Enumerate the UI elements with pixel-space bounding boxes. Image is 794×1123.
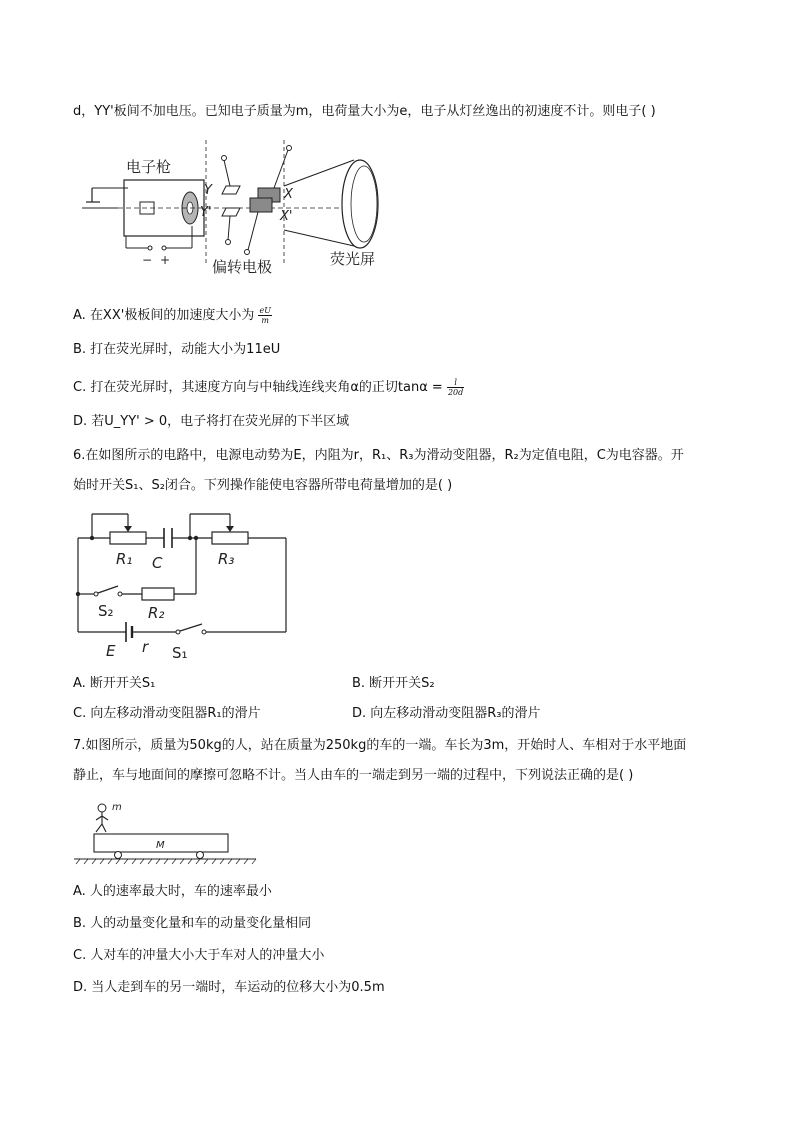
q5-option-c — [73, 378, 464, 397]
plus-label: + — [160, 253, 171, 267]
q5-option-a-denominator: m — [261, 316, 269, 325]
q6-option-d: D. 向左移动滑动变阻器R₃的滑片 — [352, 706, 541, 721]
q5-intro-line: d，YY'板间不加电压。已知电子质量为m，电荷量大小为e，电子从灯丝逸出的初速度不计。则电子( ) — [73, 104, 656, 119]
circuit-figure — [72, 506, 294, 660]
q7-option-b: B. 人的动量变化量和车的动量变化量相同 — [73, 916, 312, 931]
q5-option-c-text: C. 打在荧光屏时，其速度方向与中轴线连线夹角α的正切tanα = — [73, 380, 447, 395]
y-label: Y — [204, 183, 212, 198]
q5-option-c-denominator: 20d — [447, 388, 464, 397]
x-label: X — [284, 187, 293, 202]
gun-label: 电子枪 — [126, 158, 172, 176]
q5-option-d: D. 若U_YY' > 0，电子将打在荧光屏的下半区域 — [73, 414, 350, 429]
q5-option-c-fraction — [447, 378, 464, 397]
q6-option-a: A. 断开开关S₁ — [73, 676, 156, 691]
r1-label: R₁ — [116, 550, 133, 568]
cathode-ray-tube-figure — [78, 136, 398, 276]
y-prime-label: Y' — [200, 205, 212, 220]
q5-option-a — [73, 306, 272, 325]
x-prime-label: X' — [280, 209, 293, 224]
switch-s2 — [98, 586, 118, 593]
q6-option-b: B. 断开开关S₂ — [352, 676, 435, 691]
r1-resistor — [110, 532, 146, 544]
q5-option-a-text: A. 在XX'极板间的加速度大小为 — [73, 308, 255, 323]
switch-s1 — [180, 624, 202, 631]
q7-option-d: D. 当人走到车的另一端时，车运动的位移大小为0.5m — [73, 980, 385, 995]
person-head — [98, 804, 106, 812]
q7-stem-line2: 静止，车与地面间的摩擦可忽略不计。当人由车的一端走到另一端的过程中，下列说法正确的是( ) — [73, 768, 634, 783]
q5-option-b: B. 打在荧光屏时，动能大小为11eU — [73, 342, 281, 357]
q6-stem-line2: 始时开关S₁、S₂闭合。下列操作能使电容器所带电荷量增加的是( ) — [73, 478, 453, 493]
r3-resistor — [212, 532, 248, 544]
cart-mass-label: M — [156, 840, 165, 851]
minus-label: − — [142, 253, 153, 267]
r3-label: R₃ — [218, 550, 235, 568]
c-label: C — [152, 554, 163, 572]
person-cart-figure — [72, 798, 262, 868]
q5-option-c-numerator: l — [447, 378, 464, 388]
q5-option-a-numerator: eU — [259, 306, 271, 315]
plates-label: 偏转电极 — [212, 258, 273, 276]
s2-label: S₂ — [98, 602, 114, 620]
r-label: r — [142, 638, 149, 656]
q5-option-a-fraction — [258, 306, 271, 325]
e-label: E — [106, 642, 116, 660]
screen — [342, 160, 378, 248]
q7-option-a: A. 人的速率最大时，车的速率最小 — [73, 884, 272, 899]
q7-stem-line1: 7.如图所示，质量为50kg的人，站在质量为250kg的车的一端。车长为3m，开始时人、车相对于水平地面 — [73, 738, 687, 753]
y-plate — [222, 186, 240, 194]
q6-option-c: C. 向左移动滑动变阻器R₁的滑片 — [73, 706, 261, 721]
cart-wheel — [115, 852, 122, 859]
y-prime-plate — [222, 208, 240, 216]
cart-wheel — [197, 852, 204, 859]
r2-label: R₂ — [148, 604, 165, 622]
person-body — [96, 812, 108, 832]
r2-resistor — [142, 588, 174, 600]
q6-stem-line1: 6.在如图所示的电路中，电源电动势为E，内阻为r，R₁、R₃为滑动变阻器，R₂为定值电阻，C为电容器。开 — [73, 448, 684, 463]
s1-label: S₁ — [172, 644, 188, 660]
person-mass-label: m — [112, 802, 122, 813]
screen-label: 荧光屏 — [330, 250, 376, 268]
q7-option-c: C. 人对车的冲量大小大于车对人的冲量大小 — [73, 948, 325, 963]
x-prime-plate — [250, 198, 272, 212]
